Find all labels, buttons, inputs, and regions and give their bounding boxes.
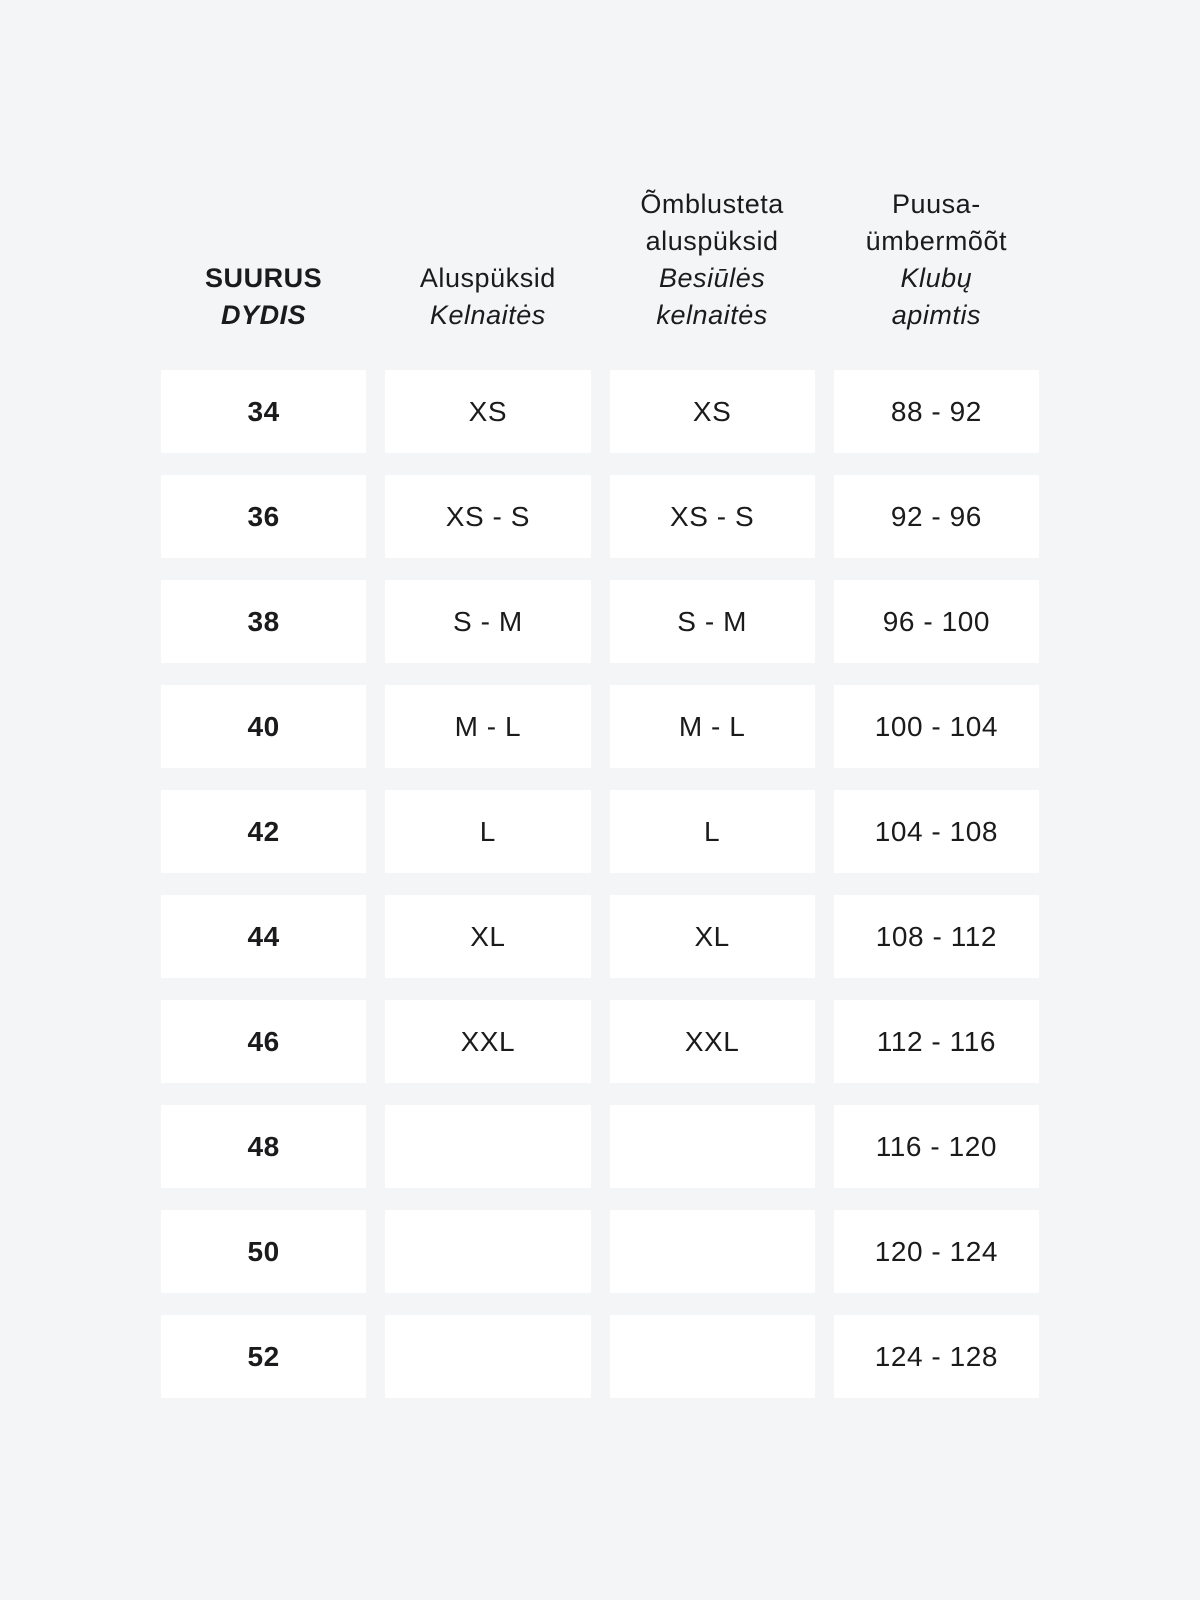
cell-size: 34 bbox=[161, 370, 366, 453]
cell-hip: 108 - 112 bbox=[834, 895, 1039, 978]
header-hip-lt-line1: Klubų bbox=[900, 263, 973, 293]
cell-briefs: XS - S bbox=[385, 475, 590, 558]
cell-size: 38 bbox=[161, 580, 366, 663]
column-header-seamless-briefs bbox=[610, 186, 815, 334]
cell-briefs: M - L bbox=[385, 685, 590, 768]
cell-hip: 88 - 92 bbox=[834, 370, 1039, 453]
header-hip-et-line2: ümbermõõt bbox=[865, 226, 1008, 256]
cell-hip: 112 - 116 bbox=[834, 1000, 1039, 1083]
cell-hip: 100 - 104 bbox=[834, 685, 1039, 768]
header-briefs-lt: Kelnaitės bbox=[429, 300, 546, 330]
cell-briefs: L bbox=[385, 790, 590, 873]
cell-seamless: M - L bbox=[610, 685, 815, 768]
cell-size: 46 bbox=[161, 1000, 366, 1083]
size-chart-table bbox=[161, 0, 1039, 1398]
cell-size: 52 bbox=[161, 1315, 366, 1398]
table-body bbox=[161, 370, 1039, 1398]
header-size-et: SUURUS bbox=[204, 263, 323, 293]
header-size-lt: DYDIS bbox=[221, 300, 307, 330]
cell-briefs bbox=[385, 1105, 590, 1188]
cell-briefs: XL bbox=[385, 895, 590, 978]
cell-seamless: S - M bbox=[610, 580, 815, 663]
cell-briefs: XXL bbox=[385, 1000, 590, 1083]
column-header-briefs bbox=[385, 260, 590, 334]
column-header-size bbox=[161, 260, 366, 334]
cell-briefs bbox=[385, 1315, 590, 1398]
header-seamless-et-line2: aluspüksid bbox=[645, 226, 779, 256]
cell-hip: 120 - 124 bbox=[834, 1210, 1039, 1293]
header-seamless-et-line1: Õmblusteta bbox=[640, 189, 784, 219]
cell-seamless: XS - S bbox=[610, 475, 815, 558]
cell-size: 44 bbox=[161, 895, 366, 978]
cell-briefs: XS bbox=[385, 370, 590, 453]
header-briefs-et: Aluspüksid bbox=[419, 263, 556, 293]
cell-seamless bbox=[610, 1210, 815, 1293]
header-seamless-lt-line1: Besiūlės bbox=[658, 263, 766, 293]
cell-seamless: L bbox=[610, 790, 815, 873]
header-seamless-lt-line2: kelnaitės bbox=[656, 300, 768, 330]
cell-size: 50 bbox=[161, 1210, 366, 1293]
cell-hip: 124 - 128 bbox=[834, 1315, 1039, 1398]
header-hip-lt-line2: apimtis bbox=[891, 300, 982, 330]
cell-size: 42 bbox=[161, 790, 366, 873]
cell-briefs: S - M bbox=[385, 580, 590, 663]
column-header-hip-circumference bbox=[834, 186, 1039, 334]
header-hip-et-line1: Puusa- bbox=[891, 189, 981, 219]
cell-size: 40 bbox=[161, 685, 366, 768]
cell-hip: 116 - 120 bbox=[834, 1105, 1039, 1188]
cell-seamless: XL bbox=[610, 895, 815, 978]
cell-seamless bbox=[610, 1315, 815, 1398]
table-header bbox=[161, 186, 1039, 334]
cell-briefs bbox=[385, 1210, 590, 1293]
cell-size: 36 bbox=[161, 475, 366, 558]
cell-seamless bbox=[610, 1105, 815, 1188]
cell-size: 48 bbox=[161, 1105, 366, 1188]
cell-hip: 96 - 100 bbox=[834, 580, 1039, 663]
cell-seamless: XXL bbox=[610, 1000, 815, 1083]
cell-seamless: XS bbox=[610, 370, 815, 453]
cell-hip: 92 - 96 bbox=[834, 475, 1039, 558]
cell-hip: 104 - 108 bbox=[834, 790, 1039, 873]
